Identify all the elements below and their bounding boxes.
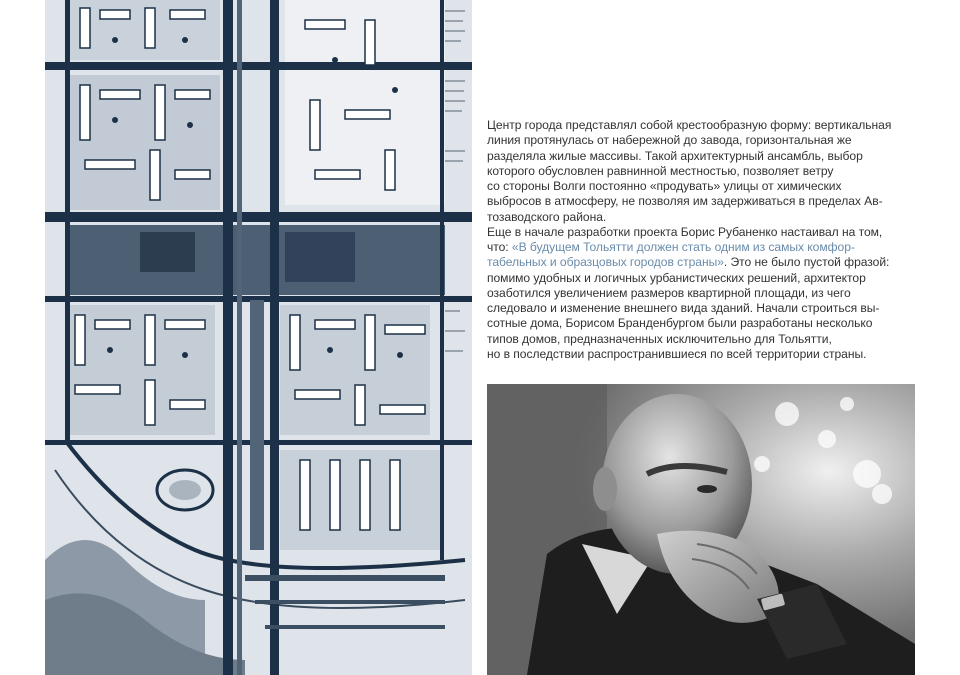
text-line: выбросов в атмосферу, не позволяя им задерживаться в пределах Ав- [487, 194, 883, 209]
text-line: разделяла жилые массивы. Такой архитектурный ансамбль, выбор [487, 148, 863, 163]
text-line: Еще в начале разработки проекта Борис Рубаненко настаивал на том, [487, 224, 883, 239]
quote-highlight: «В будущем Тольятти должен стать одним из самых комфор- [511, 240, 855, 254]
text-line [487, 255, 919, 270]
text-line: озаботился увеличением размеров квартирной площади, из чего [487, 285, 851, 300]
city-master-plan-image [45, 0, 472, 675]
text-line: сотные дома, Борисом Бранденбургом были разработаны несколько [487, 316, 873, 331]
text-line: которого обусловлен равнинной местностью, позволяет ветру [487, 163, 834, 178]
architect-portrait-photo [487, 384, 915, 675]
text-line: тозаводского района. [487, 209, 607, 224]
text-fragment: . Это не было пустой фразой: [723, 255, 890, 270]
text-fragment: что: [487, 240, 512, 254]
text-line: Центр города представлял собой крестообразную форму: вертикальная [487, 118, 892, 132]
paragraph-1 [487, 118, 919, 225]
text-line: типов домов, предназначенных исключительно для Тольятти, [487, 331, 832, 346]
text-line: линия протянулась от набережной до завода, горизонтальная же [487, 133, 852, 148]
quote-highlight: табельных и образцовых городов страны» [487, 255, 724, 270]
article-text [487, 118, 919, 362]
text-line: помимо удобных и логичных урбанистических решений, архитектор [487, 270, 866, 285]
text-line: следовало и изменение внешнего вида зданий. Начали строиться вы- [487, 301, 880, 315]
text-line: со стороны Волги постоянно «продувать» улицы от химических [487, 179, 842, 193]
paragraph-2 [487, 225, 919, 362]
text-line [487, 240, 919, 255]
text-line: но в последствии распространившиеся по всей территории страны. [487, 346, 867, 361]
